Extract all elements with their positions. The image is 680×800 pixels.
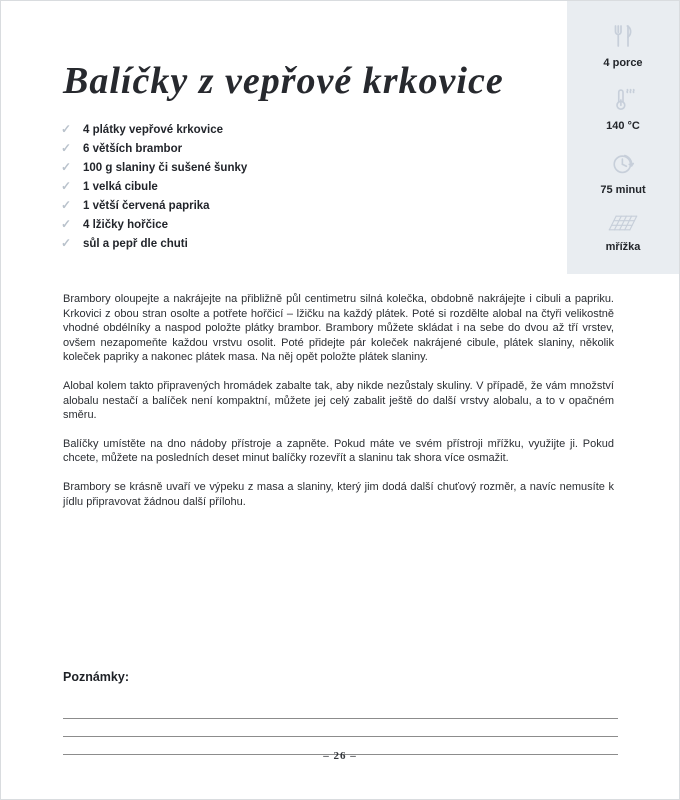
check-icon: ✓ xyxy=(61,141,72,155)
time-info xyxy=(600,148,645,211)
ingredient-text: 4 lžičky hořčice xyxy=(83,219,169,231)
temperature-info xyxy=(606,84,640,147)
ingredient-text: 6 větších brambor xyxy=(83,143,183,155)
timer-icon xyxy=(608,148,638,178)
ingredient-item xyxy=(61,234,247,253)
thermometer-icon xyxy=(608,84,638,114)
ingredient-item xyxy=(61,120,247,139)
ingredient-text: 100 g slaniny či sušené šunky xyxy=(83,162,248,174)
check-icon: ✓ xyxy=(61,122,72,136)
instructions-section xyxy=(63,292,614,523)
servings-label: 4 porce xyxy=(603,57,643,69)
grill-grate-icon xyxy=(607,211,639,235)
ingredient-text: 4 plátky vepřové krkovice xyxy=(83,124,223,136)
ingredient-text: sůl a pepř dle chuti xyxy=(83,238,188,250)
servings-info xyxy=(603,21,642,84)
accessory-info xyxy=(606,211,641,274)
ingredient-text: 1 velká cibule xyxy=(83,181,158,193)
notes-label: Poznámky: xyxy=(63,670,129,684)
instruction-paragraph: Balíčky umístěte na dno nádoby přístroje a zapněte. Pokud máte ve svém přístroji mřížku, využijte ji. Pokud chcete, můžete na posledních deset minut balíčky rozevřít a slaninu tak shora více osmažit. xyxy=(63,437,614,465)
check-icon: ✓ xyxy=(61,217,72,231)
time-label: 75 minut xyxy=(600,183,646,196)
instruction-paragraph: Brambory oloupejte a nakrájejte na přibližně půl centimetru silná kolečka, obdobně nakrájejte i cibuli a papriku. Krkovici z obou stran osolte a potřete hořčicí – lžičku na každý plátek. Poté si rozdělte alobal na čtyři velikostně vhodné obdélníky a naspod položte plátky brambor. Brambory můžete skládat i na sebe do dvou až tří vrstev, ovšem nezapomeňte každou vrstvu osolit. Poté přidejte pár koleček nakrájené cibule, plátek slaniny, několik koleček papriky a nakonec plátek masa. Na něj opět položte plátek slaniny. xyxy=(63,293,614,364)
notes-section xyxy=(63,669,618,755)
notes-line xyxy=(63,719,618,737)
check-icon: ✓ xyxy=(61,236,72,250)
ingredient-item xyxy=(61,215,247,234)
ingredient-item xyxy=(61,139,247,158)
notes-line xyxy=(63,701,618,719)
recipe-info-sidebar xyxy=(567,1,679,274)
check-icon: ✓ xyxy=(61,160,72,174)
ingredient-item xyxy=(61,158,247,177)
ingredient-list xyxy=(61,120,247,253)
check-icon: ✓ xyxy=(61,198,72,212)
ingredient-item xyxy=(61,177,247,196)
cutlery-icon xyxy=(608,21,638,51)
accessory-label: mřížka xyxy=(605,240,641,253)
page-title: Balíčky z vepřové krkovice xyxy=(63,60,504,102)
temperature-label: 140 °C xyxy=(606,120,640,133)
instruction-paragraph: Alobal kolem takto připravených hromádek zabalte tak, aby nikde nezůstaly skuliny. V případě, že vám množství alobalu nestačí a balíček není kompaktní, můžete jej celý zabalit ještě do další vrstvy alobalu, a to v opačném směru. xyxy=(63,379,614,422)
check-icon: ✓ xyxy=(61,179,72,193)
ingredient-item xyxy=(61,196,247,215)
ingredient-text: 1 větší červená paprika xyxy=(83,200,210,212)
instruction-paragraph: Brambory se krásně uvaří ve výpeku z masa a slaniny, který jim dodá další chuťový rozměr, a navíc nemusíte k jídlu připravovat žádnou další přílohu. xyxy=(63,480,614,508)
page-number: – 26 – xyxy=(323,750,357,762)
